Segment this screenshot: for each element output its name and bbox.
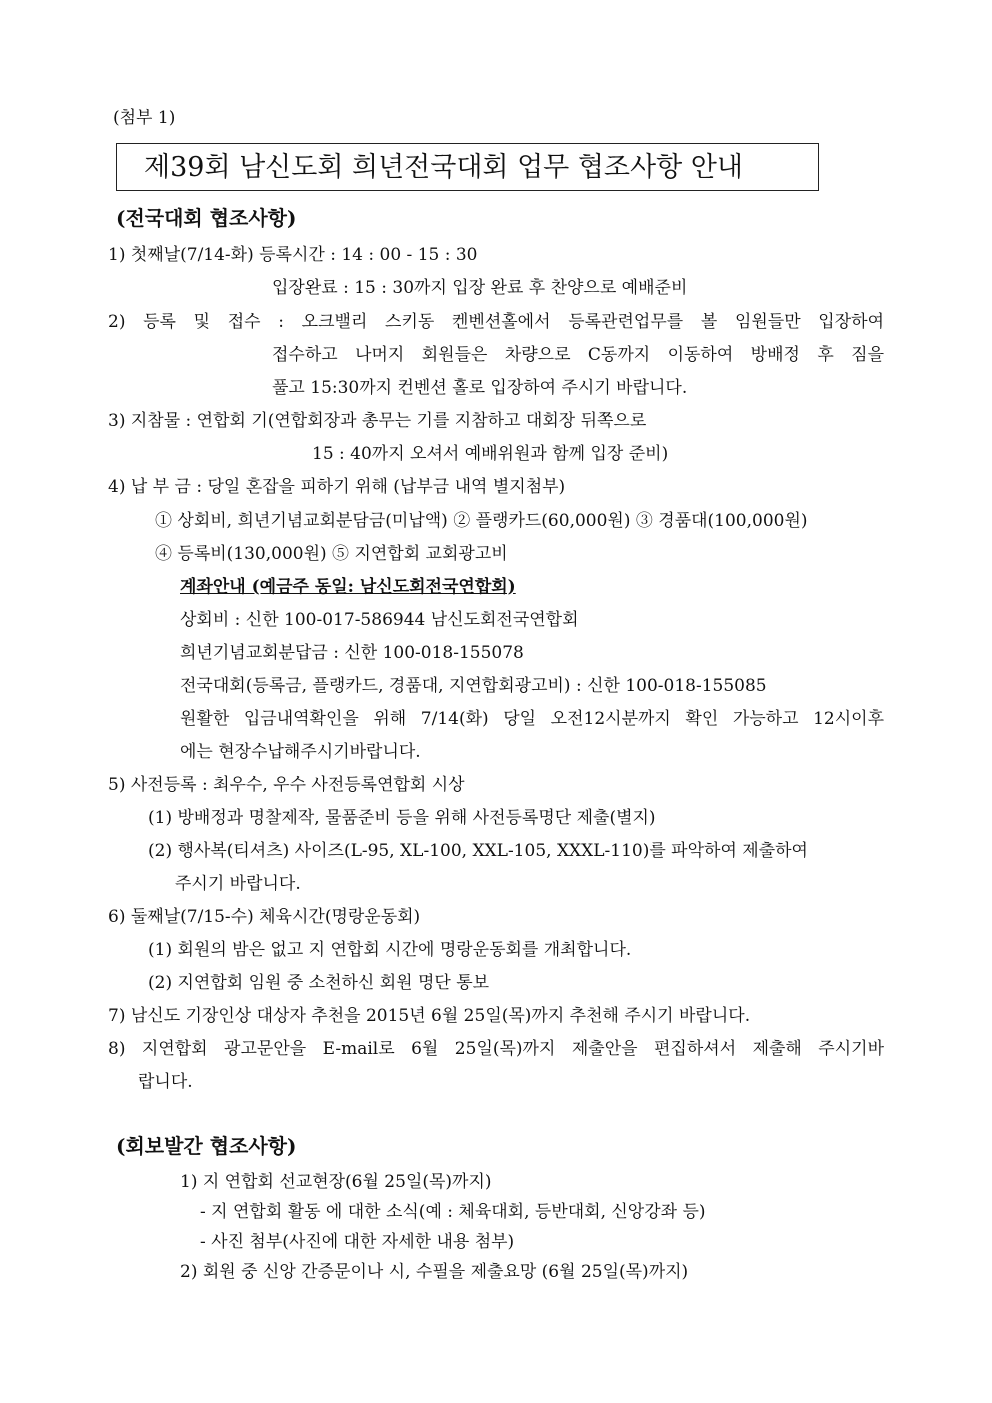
list-item: (2) 지연합회 임원 중 소천하신 회원 명단 통보 [148,973,490,993]
list-item: - 사진 첨부(사진에 대한 자세한 내용 첨부) [200,1232,515,1252]
list-item: 원활한 입금내역확인을 위해 7/14(화) 당일 오전12시분까지 확인 가능하고 12시이후 [180,709,884,729]
page-title: 제39회 남신도회 희년전국대회 업무 협조사항 안내 [144,152,743,183]
section-heading: (전국대회 협조사항) [116,206,297,230]
list-item: ④ 등록비(130,000원) ⑤ 지연합회 교회광고비 [155,544,508,564]
account-heading: 계좌안내 (예금주 동일: 남신도회전국연합회) [180,577,516,597]
list-item: 입장완료 : 15 : 30까지 입장 완료 후 찬양으로 예배준비 [272,278,688,298]
list-item: ① 상회비, 희년기념교회분담금(미납액) ② 플랭카드(60,000원) ③ 경품대(100,000원) [155,511,808,531]
list-item: 2) 회원 중 신앙 간증문이나 시, 수필을 제출요망 (6월 25일(목)까지) [180,1262,689,1282]
list-item: (2) 행사복(티셔츠) 사이즈(L-95, XL-100, XXL-105, XXXL-110)를 파악하여 제출하여 [148,841,808,861]
list-item: 랍니다. [138,1072,193,1092]
list-item: 풀고 15:30까지 컨벤션 홀로 입장하여 주시기 바랍니다. [272,378,688,398]
list-item: 2) 등록 및 접수 : 오크밸리 스키동 켄벤션홀에서 등록관련업무를 볼 임원들만 입장하여 [108,312,884,332]
list-item: 6) 둘째날(7/15-수) 체육시간(명랑운동회) [108,907,421,927]
section-heading: (회보발간 협조사항) [116,1134,297,1158]
list-item: 에는 현장수납해주시기바랍니다. [180,742,421,762]
list-item: 3) 지참물 : 연합회 기(연합회장과 총무는 기를 지참하고 대회장 뒤쪽으로 [108,411,647,431]
list-item: 1) 첫째날(7/14-화) 등록시간 : 14 : 00 - 15 : 30 [108,245,478,265]
list-item: (1) 방배정과 명찰제작, 물품준비 등을 위해 사전등록명단 제출(별지) [148,808,656,828]
list-item: 접수하고 나머지 회원들은 차량으로 C동까지 이동하여 방배정 후 짐을 [272,345,884,365]
list-item: 4) 납 부 금 : 당일 혼잡을 피하기 위해 (납부금 내역 별지첨부) [108,477,566,497]
list-item: 상회비 : 신한 100-017-586944 남신도회전국연합회 [180,610,579,630]
list-item: 8) 지연합회 광고문안을 E-mail로 6월 25일(목)까지 제출안을 편집하셔서 제출해 주시기바 [108,1039,884,1059]
list-item: 15 : 40까지 오셔서 예배위원과 함께 입장 준비) [312,444,669,464]
list-item: 전국대회(등록금, 플랭카드, 경품대, 지연합회광고비) : 신한 100-018-155085 [180,676,767,696]
attachment-label: (첨부 1) [113,108,176,128]
list-item: (1) 회원의 밤은 없고 지 연합회 시간에 명랑운동회를 개최합니다. [148,940,632,960]
list-item: 희년기념교회분답금 : 신한 100-018-155078 [180,643,524,663]
list-item: - 지 연합회 활동 에 대한 소식(예 : 체육대회, 등반대회, 신앙강좌 등) [200,1202,706,1222]
list-item: 7) 남신도 기장인상 대상자 추천을 2015년 6월 25일(목)까지 추천해 주시기 바랍니다. [108,1006,751,1026]
list-item: 5) 사전등록 : 최우수, 우수 사전등록연합회 시상 [108,775,465,795]
list-item: 1) 지 연합회 선교현장(6월 25일(목)까지) [180,1172,492,1192]
list-item: 주시기 바랍니다. [175,874,301,894]
